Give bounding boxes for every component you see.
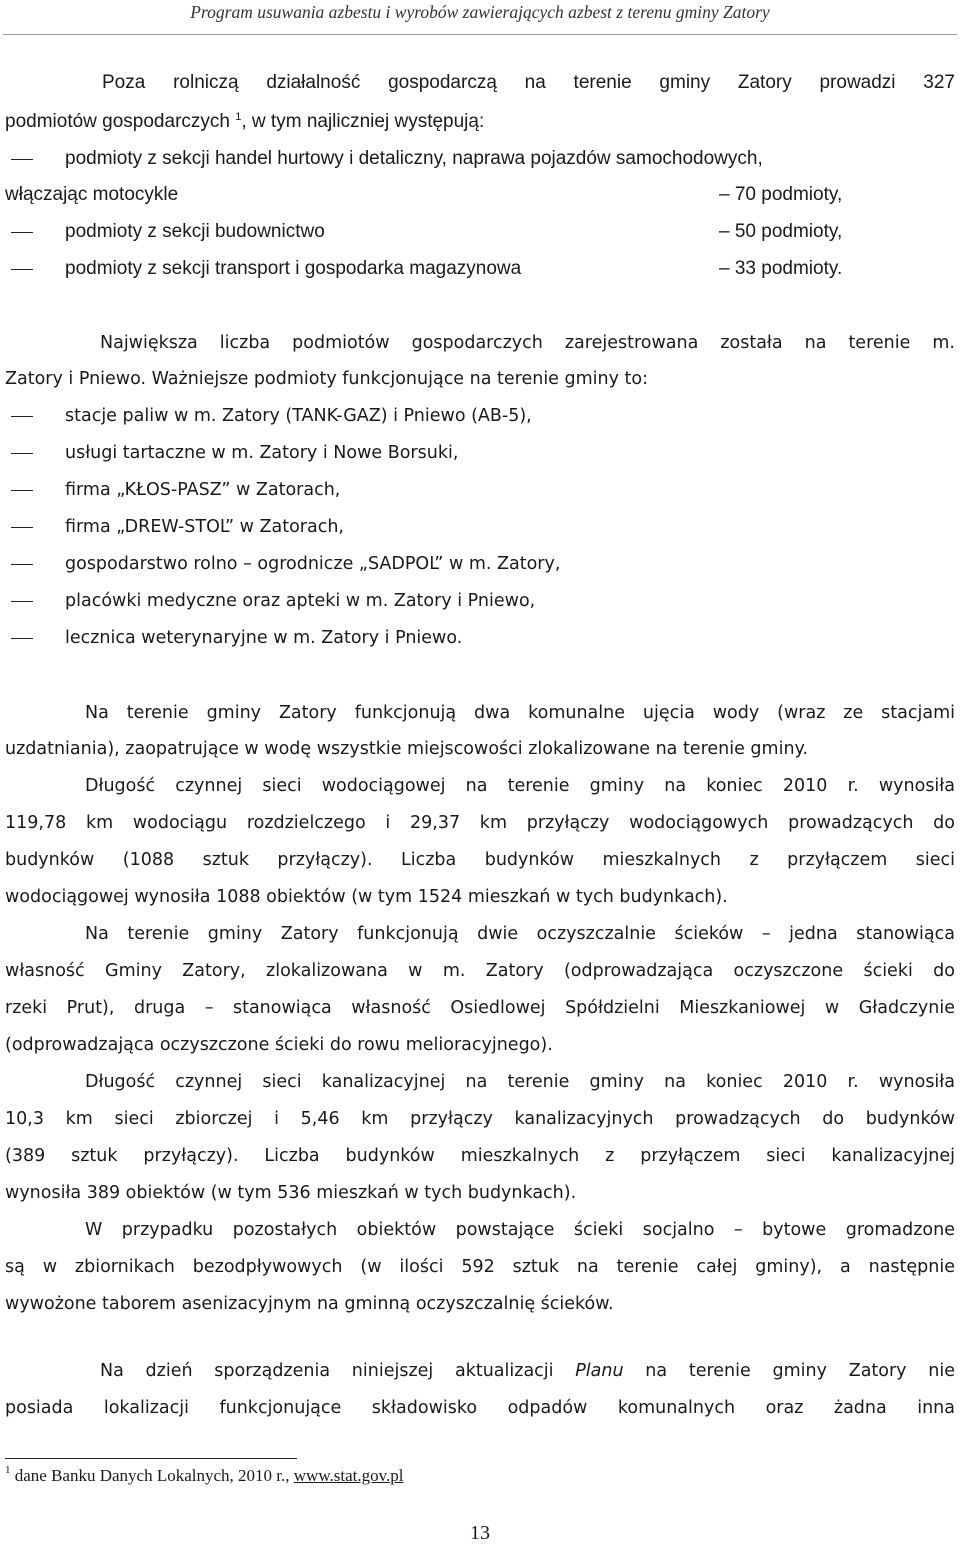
paragraph-line: W przypadku pozostałych obiektów powstające ścieki socjalno – bytowe gromadzone [85,1220,955,1240]
dash-bullet [11,159,33,160]
dash-bullet [11,564,33,565]
dash-bullet [11,232,33,233]
paragraph-line: 10,3 km sieci zbiorczej i 5,46 km przyłączy kanalizacyjnych prowadzących do budynków [5,1109,955,1129]
running-header: Program usuwania azbestu i wyrobów zawierających azbest z terenu gminy Zatory [190,2,770,22]
paragraph-line: Długość czynnej sieci wodociągowej na terenie gminy na koniec 2010 r. wynosiła [85,776,955,796]
footnote: $^1$ dane Banku Danych Lokalnych, 2010 r., www.stat.gov.pl [5,1464,404,1485]
document-page: Program usuwania azbestu i wyrobów zawierających azbest z terenu gminy Zatory Poza rolniczą działalność gospodarczą na terenie gminy Zatory prowadzi 327 podmiotów gospodarczych $^1$, w tym najliczniej występują: podmioty z sekcji handel hurtowy i detaliczny, naprawa pojazdów samochodowych, włączając motocykle – 70 podmioty, podmioty z sekcji budownictwo – 50 podmioty, podmioty z sekcji transport i gospodarka magazynowa – 33 podmioty. Największa liczba podmiotów gospodarczych zarejestrowana została na terenie m. Zatory i Pniewo. Ważniejsze podmioty funkcjonujące na terenie gminy to: stacje paliw w m. Zatory (TANK-GAZ) i Pniewo (AB-5), usługi tartaczne w m. Zatory i Nowe Borsuki, firma „KŁOS-PASZ” w Zatorach, firma „DREW-STOL” w Zatorach, gospodarstwo rolno – ogrodnicze „SADPOL” w m. Zatory, placówki medyczne oraz apteki w m. Zatory i Pniewo, lecznica weterynaryjne w m. Zatory i Pniewo. Na terenie gminy Zatory funkcjonują dwa komunalne ujęcia wody (wraz ze stacjami uzdatniania), zaopatrujące w wodę wszystkie miejscowości zlokalizowane na terenie gminy. Długość czynnej sieci wodociągowej na terenie gminy na koniec 2010 r. wynosiła 119,78 km wodociągu rozdzielczego i 29,37 km przyłączy wodociągowych prowadzących do budynków (1088 sztuk przyłączy). Liczba budynków mieszkalnych z przyłączem sieci wodociągowej wynosiła 1088 obiektów (w tym 1524 mieszkań w tych budynkach). Na terenie gminy Zatory funkcjonują dwie oczyszczalnie ścieków – jedna stanowiąca własność Gminy Zatory, zlokalizowana w m. Zatory (odprowadzająca oczyszczone ścieki do rzeki Prut), druga – stanowiąca własność Osiedlowej Spółdzielni Mieszkaniowej w Gładczynie (odprowadzająca oczyszczone ścieki do rowu melioracyjnego). Długość czynnej sieci kanalizacyjnej na terenie gminy na koniec 2010 r. wynosiła 10,3 km sieci zbiorczej i 5,46 km przyłączy kanalizacyjnych prowadzących do budynków (389 sztuk przyłączy). Liczba budynków mieszkalnych z przyłączem sieci kanalizacyjnej wynosiła 389 obiektów (w tym 536 mieszkań w tych budynkach). W przypadku pozostałych obiektów powstające ścieki socjalno – bytowe gromadzone są w zbiornikach bezodpływowych (w ilości 592 sztuk na terenie całej gminy), a następnie wywożone taborem asenizacyjnym na gminną oczyszczalnię ścieków. Na dzień sporządzenia niniejszej aktualizacji Planu na terenie gminy Zatory nie posiada lokalizacji funkcjonujące składowisko odpadów komunalnych oraz żadna inna $^1$ dane Banku Danych Lokalnych, 2010 r., www.stat.gov.pl 13 [0,0,960,1545]
paragraph-line: Zatory i Pniewo. Ważniejsze podmioty funkcjonujące na terenie gminy to: [5,369,648,389]
paragraph-line: (389 sztuk przyłączy). Liczba budynków mieszkalnych z przyłączem sieci kanalizacyjnej [5,1146,955,1166]
paragraph-line: (odprowadzająca oczyszczone ścieki do rowu melioracyjnego). [5,1035,553,1055]
footnote-link[interactable]: www.stat.gov.pl [293,1466,404,1485]
paragraph-line: posiada lokalizacji funkcjonujące składowisko odpadów komunalnych oraz żadna inna [5,1398,955,1418]
paragraph-line: Długość czynnej sieci kanalizacyjnej na terenie gminy na koniec 2010 r. wynosiła [85,1072,955,1092]
list-item-continuation: włączając motocykle – 70 podmioty, [5,184,843,205]
page-number: 13 [470,1522,490,1544]
dash-bullet [11,527,33,528]
paragraph-line: Na terenie gminy Zatory funkcjonują dwa komunalne ujęcia wody (wraz ze stacjami [85,703,955,723]
dash-bullet [11,490,33,491]
paragraph-line: są w zbiornikach bezodpływowych (w ilości 592 sztuk na terenie całej gminy), a następnie [5,1257,955,1277]
dash-bullet [11,638,33,639]
paragraph-line: wodociągowej wynosiła 1088 obiektów (w tym 1524 mieszkań w tych budynkach). [5,887,728,907]
paragraph-line: Poza rolniczą działalność gospodarczą na terenie gminy Zatory prowadzi 327 [102,72,955,93]
paragraph-line: Na dzień sporządzenia niniejszej aktualizacji Planu na terenie gminy Zatory nie [100,1361,955,1381]
plan-italic: Planu [575,1361,624,1381]
paragraph-line: budynków (1088 sztuk przyłączy). Liczba budynków mieszkalnych z przyłączem sieci [5,850,955,870]
dash-bullet [11,601,33,602]
paragraph-line: wynosiła 389 obiektów (w tym 536 mieszkań w tych budynkach). [5,1183,577,1203]
paragraph-line: 119,78 km wodociągu rozdzielczego i 29,37 km przyłączy wodociągowych prowadzących do [5,813,955,833]
paragraph-line: wywożone taborem asenizacyjnym na gminną oczyszczalnię ścieków. [5,1294,614,1314]
item-count: – 50 podmioty, [719,221,843,242]
paragraph-line: własność Gminy Zatory, zlokalizowana w m. Zatory (odprowadzająca oczyszczone ścieki do [5,961,955,981]
dash-bullet [11,453,33,454]
footnote-rule [5,1458,297,1459]
footnote-ref[interactable]: 1 [235,111,242,123]
paragraph-line: Największa liczba podmiotów gospodarczych zarejestrowana została na terenie m. [100,333,955,353]
item-count: – 70 podmioty, [719,184,843,205]
item-count: – 33 podmioty. [719,258,843,279]
dash-bullet [11,416,33,417]
dash-bullet [11,269,33,270]
paragraph-line: uzdatniania), zaopatrujące w wodę wszystkie miejscowości zlokalizowane na terenie gminy. [5,739,808,759]
paragraph-line: rzeki Prut), druga – stanowiąca własność Osiedlowej Spółdzielni Mieszkaniowej w Gładczynie [5,998,955,1018]
paragraph-line: Na terenie gminy Zatory funkcjonują dwie oczyszczalnie ścieków – jedna stanowiąca [85,924,955,944]
footnote-marker: 1 [5,1464,11,1476]
paragraph-line: podmiotów gospodarczych $^1$, w tym najliczniej występują: [5,111,485,132]
header-rule [3,34,957,35]
